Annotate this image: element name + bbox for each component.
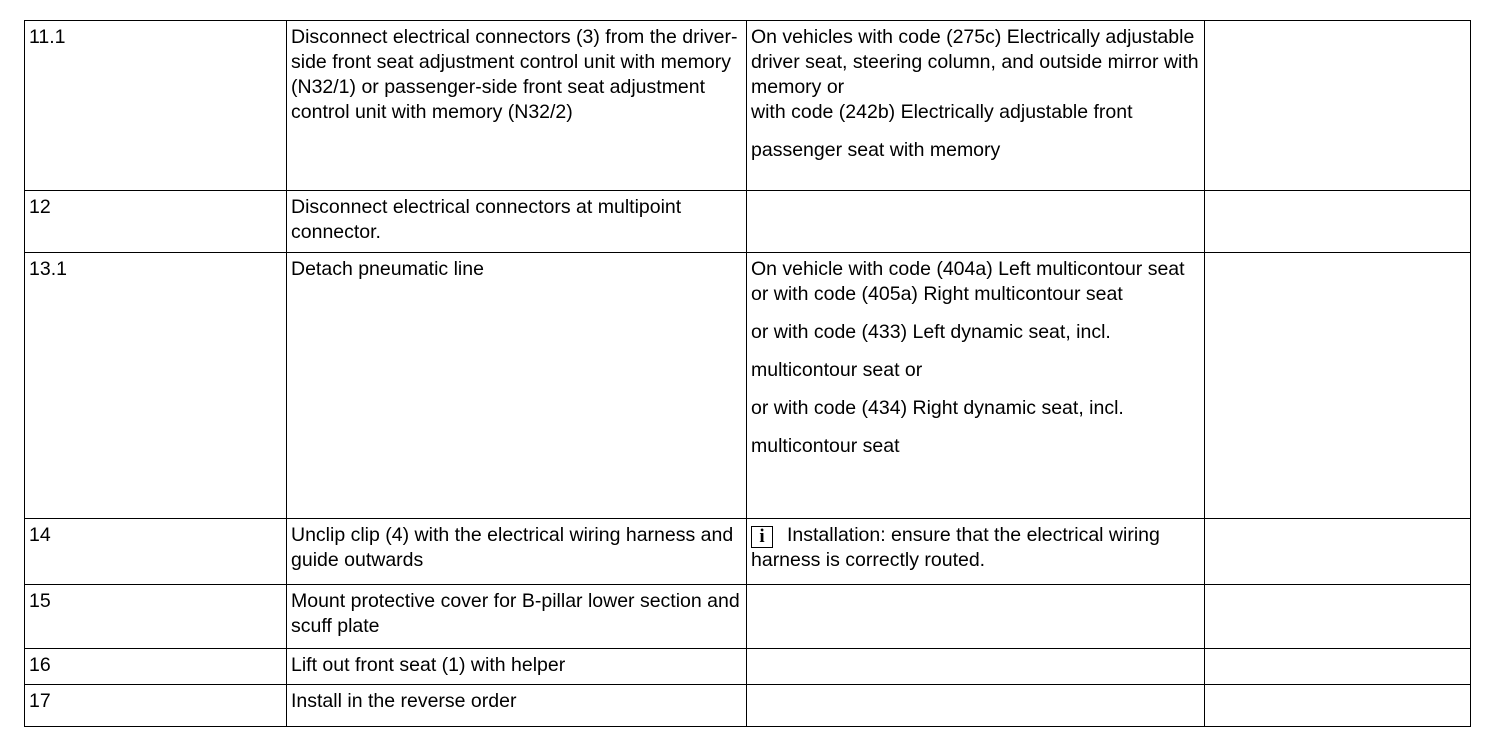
condition-note [747, 585, 1205, 649]
table-row [25, 649, 1471, 685]
empty-cell [1205, 685, 1471, 727]
table-row [25, 685, 1471, 727]
note-line: with code (242b) Electrically adjustable front [751, 101, 1133, 123]
step-number: 16 [25, 649, 287, 685]
condition-note [747, 649, 1205, 685]
installation-text: Installation: ensure that the electrical wiring harness is correctly routed. [751, 524, 1160, 571]
note-line: or with code (433) Left dynamic seat, incl. [751, 321, 1111, 343]
table-row [25, 253, 1471, 519]
table-row [25, 21, 1471, 191]
step-number: 11.1 [25, 21, 287, 191]
note-line: or with code (405a) Right multicontour seat [751, 283, 1123, 305]
action-text: Unclip clip (4) with the electrical wiring harness and guide outwards [287, 519, 747, 585]
note-line: On vehicle with code (404a) Left multicontour seat [751, 258, 1185, 280]
step-number: 12 [25, 191, 287, 253]
table-row [25, 519, 1471, 585]
note-line: or with code (434) Right dynamic seat, incl. [751, 397, 1124, 419]
action-text: Detach pneumatic line [287, 253, 747, 519]
table-row [25, 191, 1471, 253]
installation-note [747, 519, 1205, 585]
note-line: multicontour seat [751, 435, 900, 457]
empty-cell [1205, 519, 1471, 585]
action-text: Lift out front seat (1) with helper [287, 649, 747, 685]
info-icon: i [751, 526, 773, 548]
action-text: Install in the reverse order [287, 685, 747, 727]
note-line: On vehicles with code (275c) Electrically adjustable driver seat, steering column, and outside mirror with memory or [751, 26, 1199, 98]
empty-cell [1205, 585, 1471, 649]
action-text: Disconnect electrical connectors (3) from the driver-side front seat adjustment control unit with memory (N32/1) or passenger-side front seat adjustment control unit with memory (N32/2) [287, 21, 747, 191]
condition-note [747, 253, 1205, 519]
action-text: Disconnect electrical connectors at multipoint connector. [287, 191, 747, 253]
action-text: Mount protective cover for B-pillar lower section and scuff plate [287, 585, 747, 649]
note-line: multicontour seat or [751, 359, 923, 381]
step-number: 13.1 [25, 253, 287, 519]
condition-note [747, 191, 1205, 253]
procedure-table [24, 20, 1471, 727]
condition-note [747, 685, 1205, 727]
empty-cell [1205, 191, 1471, 253]
step-number: 17 [25, 685, 287, 727]
empty-cell [1205, 253, 1471, 519]
step-number: 15 [25, 585, 287, 649]
table-row [25, 585, 1471, 649]
empty-cell [1205, 21, 1471, 191]
step-number: 14 [25, 519, 287, 585]
condition-note [747, 21, 1205, 191]
note-line: passenger seat with memory [751, 139, 1001, 161]
empty-cell [1205, 649, 1471, 685]
